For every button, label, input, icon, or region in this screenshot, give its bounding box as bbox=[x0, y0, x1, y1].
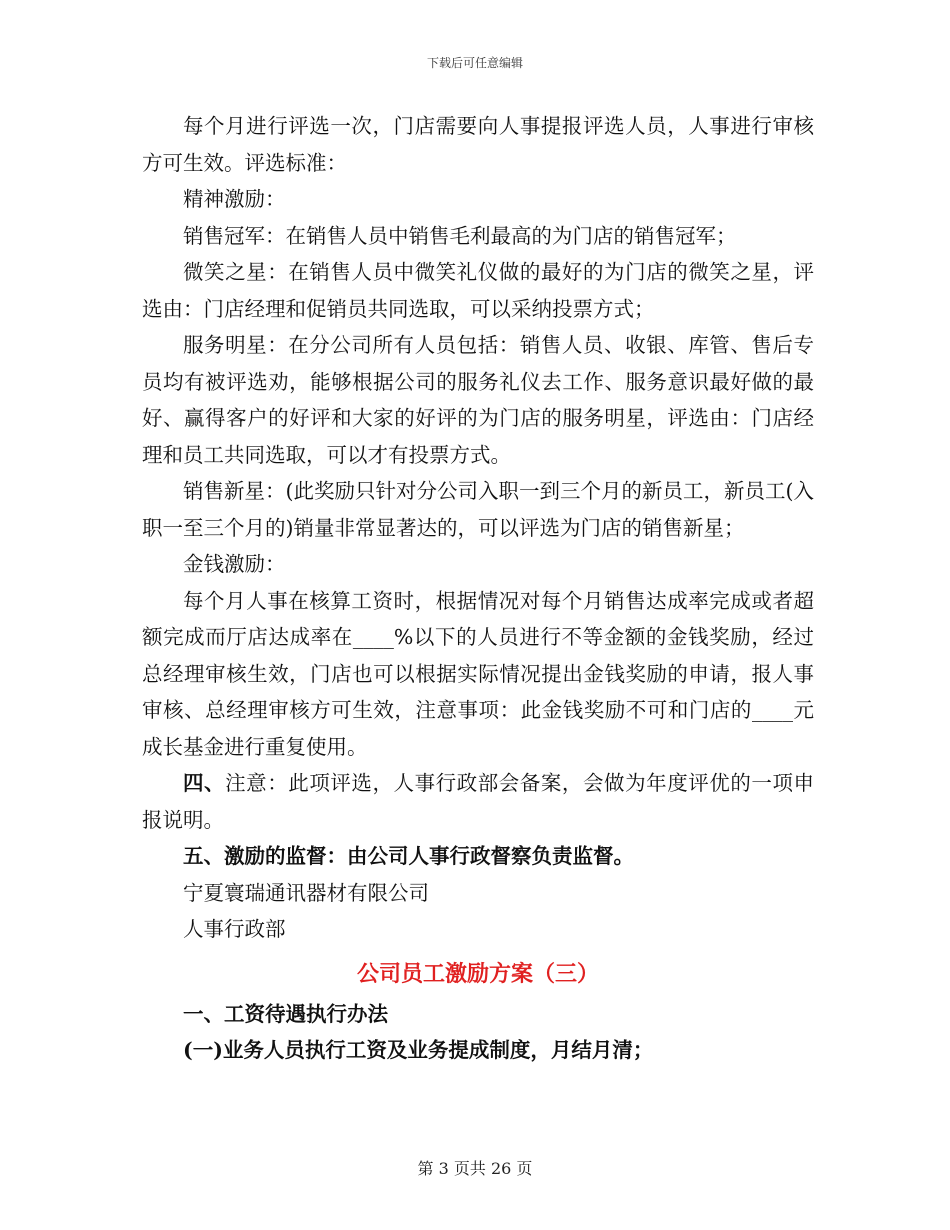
page-footer: 第 3 页共 26 页 bbox=[417, 1159, 533, 1178]
paragraph-service-star: 服务明星：在分公司所有人员包括：销售人员、收银、库管、售后专员均有被评选劝，能够根据公司的服务礼仪去工作、服务意识最好做的最好、赢得客户的好评和大家的好评的为门店的服务明星，评选由：门店经理和员工共同选取，可以才有投票方式。 bbox=[142, 333, 814, 467]
paragraph-smile-star: 微笑之星：在销售人员中微笑礼仪做的最好的为门店的微笑之星，评选由：门店经理和促销员共同选取，可以采纳投票方式； bbox=[142, 260, 814, 321]
paragraph-notes bbox=[142, 765, 814, 838]
section-title: 公司员工激励方案（三） bbox=[356, 960, 599, 987]
heading-salary-policy: 一、工资待遇执行办法 bbox=[183, 1001, 388, 1026]
document-body bbox=[142, 108, 814, 1069]
paragraph-selection-cycle: 每个月进行评选一次，门店需要向人事提报评选人员，人事进行审核方可生效。评选标准： bbox=[142, 114, 814, 175]
heading-sales-staff-salary: (一)业务人员执行工资及业务提成制度，月结月清； bbox=[183, 1038, 654, 1062]
paragraph-sales-champion: 销售冠军：在销售人员中销售毛利最高的为门店的销售冠军； bbox=[183, 223, 737, 248]
paragraph-sales-new-star: 销售新星：(此奖励只针对分公司入职一到三个月的新员工，新员工(入职一至三个月的)销量非常显著达的，可以评选为门店的销售新星； bbox=[142, 479, 814, 540]
paragraph-company-name: 宁夏寰瑞通讯器材有限公司 bbox=[183, 880, 429, 905]
page-header: 下载后可任意编辑 bbox=[426, 56, 523, 70]
paragraph-supervision: 五、激励的监督：由公司人事行政督察负责监督。 bbox=[183, 844, 634, 868]
notes-lead: 四、 bbox=[183, 771, 226, 795]
notes-body: 注意：此项评选，人事行政部会备案，会做为年度评优的一项申报说明。 bbox=[142, 771, 815, 832]
paragraph-spiritual-incentive: 精神激励： bbox=[183, 187, 286, 211]
paragraph-department: 人事行政部 bbox=[183, 917, 286, 941]
paragraph-money-incentive-details: 每个月人事在核算工资时，根据情况对每个月销售达成率完成或者超额完成而厅店达成率在____%以下的人员进行不等金额的金钱奖励，经过总经理审核生效，门店也可以根据实际情况提出金钱奖励的申请，报人事审核、总经理审核方可生效，注意事项：此金钱奖励不可和门店的____元成长基金进行重复使用。 bbox=[142, 588, 814, 759]
paragraph-money-incentive: 金钱激励： bbox=[183, 552, 286, 576]
